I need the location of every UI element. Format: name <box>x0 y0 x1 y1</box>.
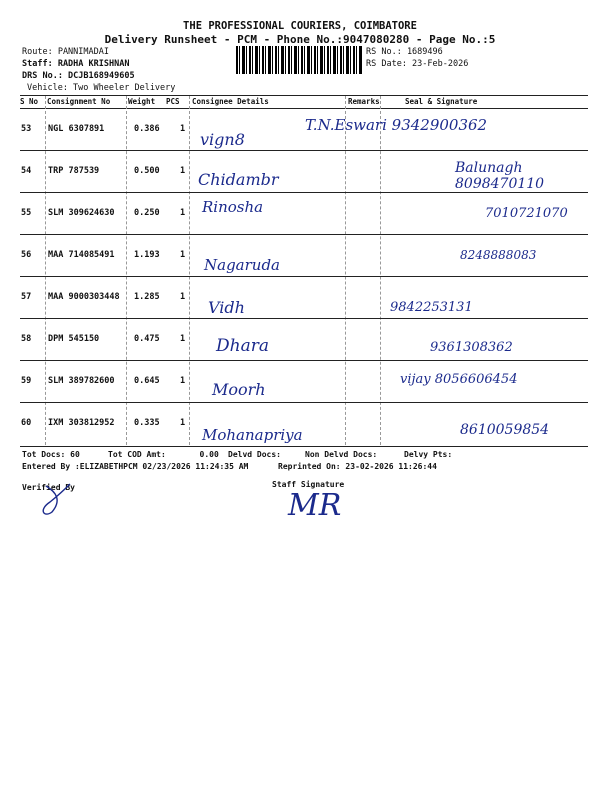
signature-handwriting: vijay 8056606454 <box>400 372 518 387</box>
table-row <box>20 192 588 233</box>
row-sno: 56 <box>21 250 32 260</box>
runsheet-subtitle: Delivery Runsheet - PCM - Phone No.:9047080280 - Page No.:5 <box>104 33 496 46</box>
row-weight: 0.250 <box>134 208 160 218</box>
consignee-handwriting: Moorh <box>212 380 266 399</box>
row-consignment: MAA 9000303448 <box>48 292 120 302</box>
table-row <box>20 360 588 401</box>
consignee-handwriting: Chidambr <box>198 170 279 189</box>
staff-label: Staff: RADHA KRISHNAN <box>22 59 130 69</box>
row-consignment: SLM 389782600 <box>48 376 115 386</box>
staff-signature-label: Staff Signature <box>272 480 345 489</box>
col-weight: Weight <box>128 97 156 106</box>
delvd-docs: Delvd Docs: <box>228 450 281 459</box>
col-sno: S No <box>20 97 39 106</box>
table-row <box>20 150 588 191</box>
consignee-handwriting: Mohanapriya <box>202 426 303 444</box>
rs-no-label: RS No.: 1689496 <box>366 47 443 57</box>
signature-handwriting: 9361308362 <box>430 340 513 355</box>
table-bottom-border <box>20 446 588 447</box>
company-title: THE PROFESSIONAL COURIERS, COIMBATORE <box>183 20 417 32</box>
row-consignment: IXM 303812952 <box>48 418 115 428</box>
row-pcs: 1 <box>180 376 186 386</box>
row-consignment: TRP 787539 <box>48 166 100 176</box>
table-row <box>20 402 588 443</box>
row-pcs: 1 <box>180 208 186 218</box>
row-pcs: 1 <box>180 334 186 344</box>
row-weight: 0.386 <box>134 124 160 134</box>
row-consignment: DPM 545150 <box>48 334 100 344</box>
table-header <box>20 96 588 108</box>
row-pcs: 1 <box>180 250 186 260</box>
col-consignee: Consignee Details <box>192 97 269 106</box>
consignee-handwriting: Rinosha <box>202 198 264 216</box>
signature-handwriting: Balunagh 8098470110 <box>455 160 545 192</box>
route-label: Route: PANNIMADAI <box>22 47 109 57</box>
consignee-handwriting: Nagaruda <box>204 256 280 274</box>
row-pcs: 1 <box>180 418 186 428</box>
signature-handwriting: T.N.Eswari 9342900362 <box>305 116 488 134</box>
signature-handwriting: 8248888083 <box>460 248 537 262</box>
signature-handwriting: 7010721070 <box>485 206 568 221</box>
row-weight: 0.645 <box>134 376 160 386</box>
row-consignment: MAA 714085491 <box>48 250 115 260</box>
vehicle-label: Vehicle: Two Wheeler Delivery <box>27 83 176 93</box>
verified-by: Verified By <box>22 483 75 492</box>
reprinted-on: Reprinted On: 23-02-2026 11:26:44 <box>278 462 437 471</box>
staff-signature-handwriting: MR <box>288 488 342 523</box>
delvy-pts: Delvy Pts: <box>404 450 453 459</box>
signature-handwriting: 8610059854 <box>460 422 550 438</box>
table-row <box>20 108 588 149</box>
barcode <box>236 46 362 74</box>
col-pcs: PCS <box>166 97 180 106</box>
table-row <box>20 318 588 359</box>
row-weight: 1.285 <box>134 292 160 302</box>
col-seal-signature: Seal & Signature <box>405 97 478 106</box>
tot-docs: Tot Docs: 60 <box>22 450 80 459</box>
row-sno: 59 <box>21 376 32 386</box>
consignee-handwriting: Dhara <box>216 336 269 356</box>
row-sno: 54 <box>21 166 32 176</box>
consignee-handwriting: vign8 <box>200 130 245 149</box>
row-consignment: NGL 6307891 <box>48 124 105 134</box>
signature-handwriting: 9842253131 <box>390 300 473 315</box>
row-sno: 53 <box>21 124 32 134</box>
row-weight: 1.193 <box>134 250 160 260</box>
table-row <box>20 234 588 275</box>
row-sno: 58 <box>21 334 32 344</box>
row-consignment: SLM 309624630 <box>48 208 115 218</box>
consignee-handwriting: Vidh <box>208 298 245 317</box>
row-weight: 0.500 <box>134 166 160 176</box>
row-sno: 57 <box>21 292 32 302</box>
row-sno: 60 <box>21 418 32 428</box>
row-pcs: 1 <box>180 124 186 134</box>
rs-date-label: RS Date: 23-Feb-2026 <box>366 59 469 69</box>
non-delvd-docs: Non Delvd Docs: <box>305 450 378 459</box>
drs-label: DRS No.: DCJB168949605 <box>22 71 135 81</box>
col-consignment: Consignment No <box>47 97 111 106</box>
row-pcs: 1 <box>180 292 186 302</box>
row-weight: 0.475 <box>134 334 160 344</box>
tot-cod-amt: Tot COD Amt: 0.00 <box>108 450 219 459</box>
verified-signature-scribble <box>36 482 76 518</box>
row-pcs: 1 <box>180 166 186 176</box>
table-row <box>20 276 588 317</box>
row-sno: 55 <box>21 208 32 218</box>
entered-by: Entered By :ELIZABETHPCM 02/23/2026 11:24:35 AM <box>22 462 249 471</box>
row-weight: 0.335 <box>134 418 160 428</box>
col-remarks: Remarks <box>348 97 380 106</box>
